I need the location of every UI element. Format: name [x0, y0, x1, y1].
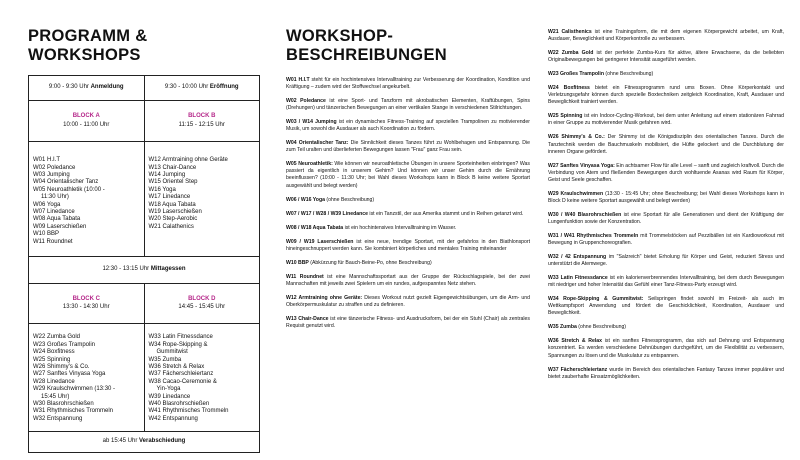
list-item: W38 Cacao-Ceremonie &	[148, 378, 217, 385]
description-text: ist ein dynamisches Fitness-Training auf speziellen Trampolinen zu motivierender Musik, um sowohl die Ausdauer als auch Koordination zu fördern.	[286, 119, 530, 133]
schedule-row-lists-cd	[29, 324, 259, 432]
closing-label: Verabschiedung	[139, 438, 186, 445]
list-item: W31 Rhythmisches Trommeln	[33, 408, 114, 415]
block-c-header	[29, 284, 144, 324]
description-item	[548, 324, 784, 331]
list-item: W29 Kraulschwimmen (13:30 -	[33, 386, 116, 393]
description-title: W31 / W41 Rhythmisches Trommeln	[548, 232, 639, 239]
description-title: W26 Shimmy's & Co.:	[548, 134, 605, 141]
description-text: (ohne Beschreibung)	[576, 324, 627, 331]
description-title: W22 Zumba Gold	[548, 50, 594, 57]
description-text: (ohne Beschreibung)	[324, 196, 375, 203]
list-item: W37 Fächerschleiertanz	[148, 371, 214, 378]
list-item: W33 Latin Fitnessdance	[148, 334, 213, 341]
description-title: W29 Kraulschwimmen	[548, 190, 604, 197]
lunch-time: 12:30 - 13:15 Uhr	[102, 266, 151, 273]
description-text: Die Sinnlichkeit dieses Tanzes führt zu Wohlbehagen und Entspannung. Die zum Teil uralten und überlieferten Bewegungen lassen "Frau" ganz Frau sein.	[286, 140, 530, 154]
list-item: W12 Armtraining ohne Geräte	[148, 157, 228, 164]
description-title: W12 Armtraining ohne Geräte:	[286, 294, 363, 301]
list-item: W30 Blasrohrschießen	[33, 400, 94, 407]
block-d-time: 14:45 - 15:45 Uhr	[178, 303, 226, 310]
registration-time: 9:00 - 9:30 Uhr	[48, 84, 91, 90]
list-item: W19 Laserschießen	[148, 209, 202, 216]
block-b-title: BLOCK B	[188, 113, 216, 120]
program-heading	[28, 27, 260, 65]
description-title: W05 Neuroathletik:	[286, 161, 333, 168]
list-item: W41 Rhythmisches Trommeln	[148, 408, 229, 415]
closing-cell	[29, 432, 259, 451]
list-item: W03 Jumping	[33, 172, 70, 179]
description-item	[286, 225, 530, 232]
list-item: Yin-Yoga	[156, 386, 181, 393]
program-heading-line2: WORKSHOPS	[28, 46, 141, 64]
description-title: W01 H.I.T	[286, 77, 310, 83]
block-d-title: BLOCK D	[188, 295, 216, 302]
description-item	[548, 29, 784, 43]
description-title: W13 Chair-Dance	[286, 316, 329, 323]
description-text: im "Salzreich" bietet Erholung für Körper und Geist, reduziert Stress und unterstützt die Atemwege.	[548, 254, 784, 268]
description-item	[286, 161, 530, 189]
description-item	[548, 134, 784, 155]
description-title: W37 Fächerschleiertanz	[548, 366, 608, 373]
description-item	[286, 239, 530, 253]
list-item: W15 Orientel Step	[148, 179, 198, 186]
description-text: Wie können wir neuroathletische Übungen in unsere Sporteinheiten einbringen? Was passiert da eigentlich in unserem Gehirn? Und können wir unser Gehirn durch die Ernährung beeinflussen? (10:00 - 11:30 Uhr; bei Wahl dieses Workshops kann in Block B keine weitere Sportart ausgewählt und belegt werden)	[286, 161, 530, 189]
description-item	[548, 191, 784, 205]
list-item: W24 Boxfitness	[33, 349, 75, 356]
registration-cell	[29, 76, 144, 100]
description-text: ist eine Trainingsform, die mit dem eigenen Körpergewicht arbeitet, um Kraft, Ausdauer, Beweglichkeit und Körperkontrolle zu verbessern.	[548, 29, 784, 43]
description-item	[286, 316, 530, 330]
description-text: Ein achtsamer Flow für alle Level – sanft und zugleich kraftvoll. Durch die Verbindung von Atem und fließenden Bewegungen durch wohltuende Asanas wird Raum für Körper, Geist und Seele geschaffen.	[548, 162, 784, 183]
description-item	[548, 71, 784, 78]
description-title: W21 Calisthenics	[548, 29, 592, 35]
description-title: W35 Zumba	[548, 324, 577, 331]
block-c-title: BLOCK C	[72, 295, 100, 302]
list-item: W22 Zumba Gold	[33, 334, 81, 341]
opening-label: Eröffnung	[209, 84, 239, 90]
list-item: W09 Laserschießen	[33, 223, 87, 230]
schedule-row-blocks-cd	[29, 284, 259, 325]
description-list-continued	[548, 29, 784, 381]
list-item: W18 Aqua Tabata	[148, 201, 196, 208]
description-title: W06 / W16 Yoga	[286, 196, 325, 203]
description-text: (ohne Beschreibung)	[604, 71, 654, 78]
list-item: W36 Stretch & Relax	[148, 363, 205, 370]
description-item	[548, 85, 784, 106]
list-item: W14 Jumping	[148, 172, 186, 179]
block-b-time: 11:15 - 12:15 Uhr	[178, 121, 225, 128]
description-title: W32 / 42 Entspannung	[548, 254, 607, 261]
description-text: ist ein sanftes Fitnessprogramm, das sich auf Dehnung und Entspannung konzentriert. Es werden verschiedene Dehnübungen durchgeführt, um die Flexibilität zu verbessern, Spannungen zu lösen und die Muskulatur zu entspannen.	[548, 338, 784, 359]
description-text: Seilspringen findet sowohl im Freizeit- als auch im Wettkampfsport Anwendung und fördert die Geschicklichkeit, Koordination, Ausdauer und Beweglichkeit.	[548, 296, 784, 317]
descriptions-heading-line2: BESCHREIBUNGEN	[286, 46, 447, 64]
description-title: W36 Stretch & Relax	[548, 338, 603, 345]
list-item: W06 Yoga	[33, 201, 61, 208]
description-title: W03 / W14 Jumping	[286, 119, 337, 126]
description-text: ist eine Sportart für alle Generationen und dient der Kräftigung der Lungenfunktion sowie der Konzentration.	[548, 211, 785, 225]
block-a-title: BLOCK A	[72, 113, 100, 120]
description-title: W11 Roundnet	[286, 273, 324, 280]
schedule-row-lunch	[29, 257, 259, 283]
description-text: Dieses Workout nutzt gezielt Eigengewichtsübungen, um die Arm- und Oberkörpermuskulatur zu straffen und zu definieren.	[286, 294, 531, 308]
description-list	[286, 77, 530, 330]
description-text: ist ein Indoor-Cycling-Workout, bei dem unter Anleitung auf einem stationären Fahrrad in einer Gruppe zu motivierender Musik gefahren wird.	[548, 113, 784, 127]
list-item: W11 Roundnet	[33, 238, 73, 245]
list-item: W20 Step-Aerobic	[148, 216, 198, 223]
list-item: W32 Entspannung	[33, 415, 83, 422]
block-d-header	[144, 284, 260, 324]
description-item	[548, 254, 784, 268]
list-item: W35 Zumba	[148, 356, 182, 363]
description-title: W09 / W19 Laserschießen	[286, 238, 354, 245]
description-title: W24 Boxfitness	[548, 85, 590, 92]
description-text: ist ein hochintensives Intervalltraining im Wasser.	[343, 224, 457, 231]
list-item: W05 Neuroathletik (10:00 -	[33, 186, 105, 193]
description-text: ist eine neue, trendige Sportart, mit der gefahrlos in den Biathlonsport hineingeschnuppert werden kann. Sie kombiniert körperliches und mentales Training miteinander	[286, 238, 530, 252]
description-item	[286, 211, 530, 218]
description-text: ist eine tänzerische Fitness- und Ausdrucksform, bei der ein Stuhl (Chair) als zentrales Requisit genutzt wird.	[286, 316, 530, 330]
program-heading-line1: PROGRAMM &	[28, 27, 148, 45]
registration-label: Anmeldung	[90, 84, 124, 90]
description-item	[548, 212, 784, 226]
block-a-time: 10:00 - 11:00 Uhr	[63, 121, 110, 128]
description-title: W33 Latin Fitnessdance	[548, 275, 608, 282]
list-item: W21 Calathenics	[148, 223, 194, 230]
list-item: W10 BBP	[33, 231, 60, 238]
description-item	[286, 98, 530, 112]
description-item	[548, 113, 784, 127]
list-item: W04 Orientalischer Tanz	[33, 179, 99, 186]
description-item	[548, 275, 784, 289]
descriptions-column	[286, 0, 530, 337]
list-item: W28 Linedance	[33, 378, 75, 385]
program-column	[28, 0, 260, 445]
list-item: W23 Großes Trampolin	[33, 341, 96, 348]
descriptions-column-continued	[548, 0, 784, 388]
description-item	[286, 274, 530, 288]
description-item	[548, 367, 784, 381]
schedule-row-opening	[29, 76, 259, 101]
description-item	[286, 295, 530, 309]
list-item: W01 H.I.T	[33, 157, 61, 164]
list-item: W02 Poledance	[33, 164, 76, 171]
block-a-list	[29, 142, 144, 256]
block-a-header	[29, 101, 144, 141]
list-item: 11:30 Uhr)	[41, 194, 69, 201]
description-text: steht für ein hochintensives Intervalltraining zur Verbesserung der Koordination, Kondition und Kräftigung – zudem wird der Stoffwechsel angekurbelt.	[286, 77, 530, 91]
list-item: W08 Aqua Tabata	[33, 216, 81, 223]
description-title: W10 BBP	[286, 259, 309, 266]
block-b-header	[144, 101, 260, 141]
description-text: mit Trommelstöcken auf Pezzibällen ist ein Kardioworkout mit Bewegung in Gruppenchoreografien.	[548, 232, 784, 246]
description-text: wurde im Bereich des orientalischen Fantasy Tanzes immer populärer und bietet zauberhafte Einsatzmöglichkeiten.	[548, 366, 784, 380]
description-item	[548, 296, 784, 317]
block-d-list	[144, 324, 260, 431]
description-title: W34 Rope-Skipping & Gummitwist:	[548, 296, 644, 303]
description-text: ist der perfekte Zumba-Kurs für aktive, ältere Erwachsene, da die beliebten Originalbewegungen bei geringerer Intensität ausgeführt werden.	[548, 50, 785, 64]
list-item: W26 Shimmy's & Co.	[33, 363, 90, 370]
list-item: W07 Linedance	[33, 209, 75, 216]
list-item: W34 Rope-Skipping &	[148, 341, 208, 348]
descriptions-heading-line1: WORKSHOP-	[286, 27, 394, 45]
description-text: Der Shimmy ist die Königsdisziplin des orientalischen Tanzes. Durch die Tanztechnik werden die Bauchmuskeln mobilisiert, die Hüfte gelockert und die Durchblutung der inneren Organe gefördert.	[548, 134, 784, 155]
description-text: ist eine Sport- und Tanzform mit akrobatischen Elementen, Kraftübungen, Spins (Drehungen) und tänzerischen Bewegungen an einer vertikalen Stange in verschiedenen Stilrichtungen.	[286, 98, 530, 112]
opening-time: 9:30 - 10:00 Uhr	[164, 84, 210, 90]
description-item	[548, 338, 784, 359]
description-item	[548, 233, 784, 247]
description-item	[286, 119, 530, 133]
list-item: W17 Linedance	[148, 194, 191, 201]
list-item: Gummitwist	[156, 349, 188, 356]
list-item: W42 Entspannung	[148, 415, 198, 422]
block-b-list	[144, 142, 260, 256]
list-item: 15:45 Uhr)	[41, 393, 70, 400]
opening-cell	[144, 76, 260, 100]
description-title: W23 Großes Trampolin	[548, 71, 604, 78]
list-item: W27 Sanftes Vinyasa Yoga	[33, 371, 106, 378]
description-item	[286, 197, 530, 204]
description-item	[286, 140, 530, 154]
descriptions-heading	[286, 27, 530, 65]
closing-time: ab 15:45 Uhr	[102, 438, 139, 445]
description-item	[286, 260, 530, 267]
description-title: W27 Sanftes Vinyasa Yoga:	[548, 162, 615, 169]
list-item: W25 Spinning	[33, 356, 71, 363]
list-item: W40 Blasrohrschießen	[148, 400, 210, 407]
description-item	[548, 50, 784, 64]
list-item: W16 Yoga	[148, 186, 176, 193]
schedule-table	[28, 75, 260, 453]
block-c-list	[29, 324, 144, 431]
description-text: (13:30 - 15:45 Uhr; ohne Beschreibung; bei Wahl dieses Workshops kann in Block D keine weitere Sportart ausgewählt und belegt werden)	[548, 190, 784, 204]
description-text: ist eine Mannschaftssportart aus der Gruppe der Rückschlagspiele, bei der zwei Mannschaften mit jeweils zwei Spielern um ein rundes, aufgespanntes Netz stehen.	[286, 273, 530, 287]
description-title: W02 Poledance	[286, 98, 326, 105]
list-item: W39 Linedance	[148, 393, 191, 400]
description-text: ist ein kalorienverbrennendes Intervalltraining, bei dem durch Bewegungen mit niedriger und hoher Intensität das Gefühl einer Tanz-Fitness-Party erzeugt wird.	[548, 275, 784, 289]
lunch-label: Mittagessen	[150, 266, 186, 273]
schedule-row-closing	[29, 432, 259, 451]
lunch-cell	[29, 257, 259, 282]
description-text: bietet ein Fitnessprogramm rund ums Boxen. Ohne Körperkontakt und Verletzungsgefahr können durch spezielle Boxtechniken zeitgleich Koordination, Kraft, Ausdauer und Beweglichkeit trainiert werden.	[548, 85, 784, 106]
description-item	[548, 163, 784, 184]
description-title: W25 Spinning	[548, 113, 583, 120]
description-item	[286, 77, 530, 91]
description-text: (Abkürzung für Bauch-Beine-Po, ohne Beschreibung)	[308, 259, 432, 266]
description-title: W08 / W18 Aqua Tabata	[286, 224, 344, 231]
block-c-time: 13:30 - 14:30 Uhr	[62, 303, 110, 310]
list-item: W13 Chair-Dance	[148, 164, 197, 171]
description-title: W04 Orientalischer Tanz:	[286, 140, 349, 147]
description-text: ist ein Tanzstil, der aus Amerika stammt und in Reihen getanzt wird.	[368, 210, 524, 217]
schedule-row-lists-ab	[29, 142, 259, 257]
description-title: W30 / W40 Blasrohrschießen	[548, 211, 622, 218]
schedule-row-blocks-ab	[29, 101, 259, 142]
description-title: W07 / W17 / W28 / W39 Linedance	[286, 210, 368, 217]
